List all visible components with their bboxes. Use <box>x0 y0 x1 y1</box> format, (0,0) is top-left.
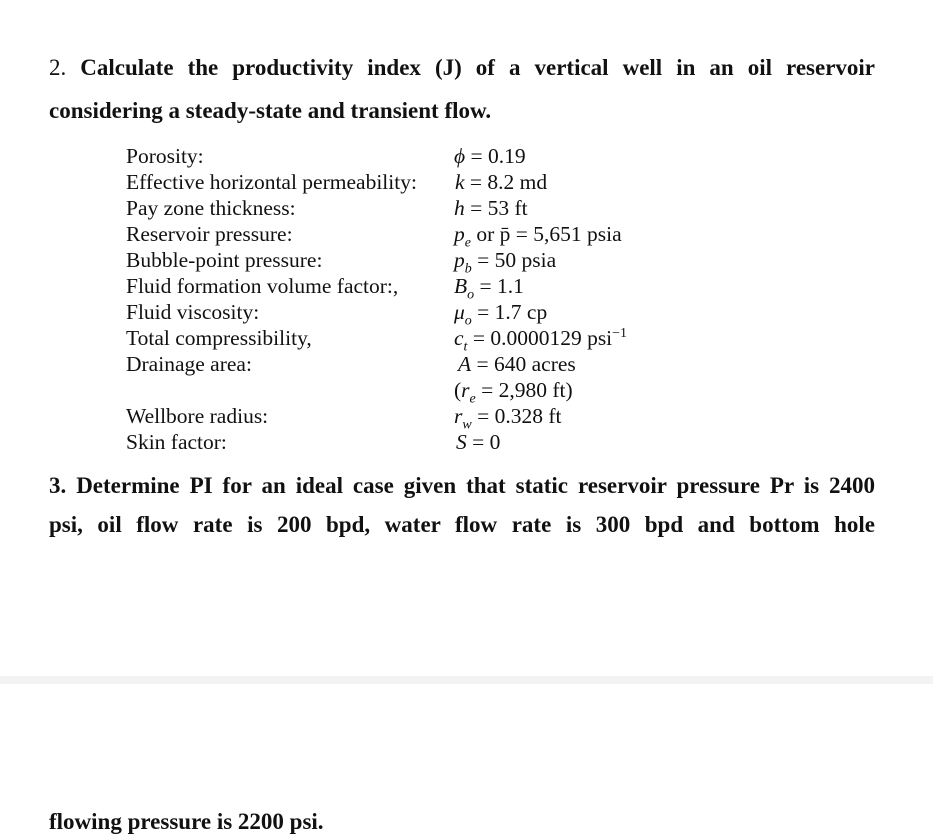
param-label: Drainage area: <box>126 352 252 376</box>
param-label: Wellbore radius: <box>126 404 269 428</box>
param-value: $\mu_o = 1.7$ cp <box>454 300 548 329</box>
param-value: h = 53 ft <box>454 196 528 220</box>
question-3-text-1: 3. Determine PI for an ideal case given that static reservoir pressure Pr is 2400 <box>49 473 875 498</box>
param-value: $p_e$ or p̄ = 5,651 psia <box>454 222 622 251</box>
param-label: Porosity: <box>126 144 204 168</box>
param-label: Pay zone thickness: <box>126 196 296 220</box>
param-value: $c_t = 0.0000129$ psi$^{-1}$ <box>454 325 628 355</box>
param-value: ($r_e = 2,980$ ft) <box>454 378 573 407</box>
page-break <box>0 676 933 684</box>
question-3-line-1 <box>49 472 875 500</box>
param-value: k = 8.2 md <box>455 170 548 194</box>
param-value: $p_b = 50$ psia <box>454 248 557 277</box>
param-value: $r_w = 0.328$ ft <box>454 404 562 433</box>
question-3-text-3: flowing pressure is 2200 psi. <box>49 809 324 834</box>
param-value: A = 640 acres <box>458 352 576 376</box>
page-bottom <box>0 684 933 839</box>
question-2-text-2: considering a steady-state and transient flow. <box>49 98 492 123</box>
param-label: Effective horizontal permeability: <box>126 170 417 194</box>
question-3-line-2 <box>49 511 875 539</box>
param-label: Total compressibility, <box>126 326 312 350</box>
param-label: Fluid formation volume factor:, <box>126 274 399 298</box>
param-label: Skin factor: <box>126 430 227 454</box>
question-2-line-1 <box>49 54 875 82</box>
question-2-line-2 <box>49 97 875 125</box>
question-3-text-2: psi, oil flow rate is 200 bpd, water flow rate is 300 bpd and bottom hole <box>49 512 875 537</box>
param-label: Bubble-point pressure: <box>126 248 323 272</box>
param-label: Fluid viscosity: <box>126 300 260 324</box>
param-value: ϕ = 0.19 <box>454 144 526 168</box>
param-value: S = 0 <box>456 430 501 454</box>
param-value: $B_o = 1.1$ <box>454 274 524 303</box>
param-label: Reservoir pressure: <box>126 222 293 246</box>
question-3-line-3 <box>49 808 875 836</box>
question-2-number: 2. <box>49 55 67 80</box>
question-2-text-1: Calculate the productivity index (J) of a vertical well in an oil reservoir <box>80 55 876 80</box>
